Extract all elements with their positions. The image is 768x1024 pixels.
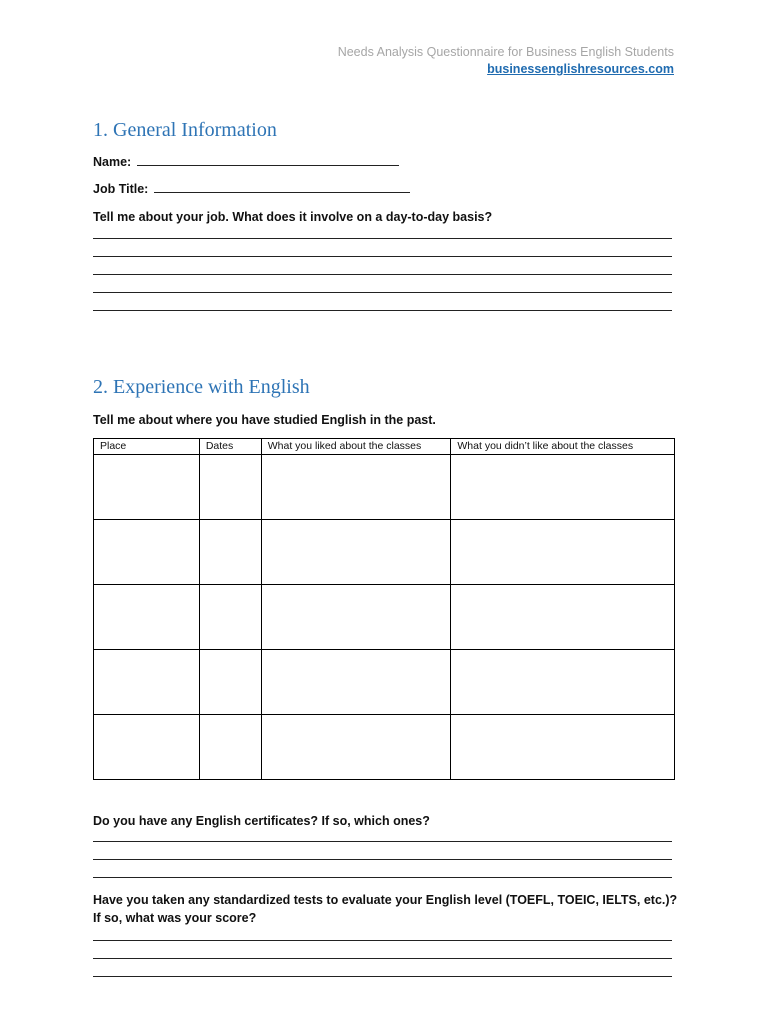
- table-row: [94, 455, 675, 520]
- table-cell[interactable]: [261, 715, 451, 780]
- table-cell[interactable]: [94, 650, 200, 715]
- answer-line[interactable]: [93, 256, 672, 257]
- table-cell[interactable]: [451, 715, 675, 780]
- job-title-field[interactable]: [93, 181, 410, 196]
- answer-line[interactable]: [93, 859, 672, 860]
- document-subtitle: Needs Analysis Questionnaire for Business English Students: [337, 45, 674, 59]
- table-cell[interactable]: [94, 715, 200, 780]
- website-link[interactable]: businessenglishresources.com: [487, 62, 674, 76]
- table-cell[interactable]: [451, 455, 675, 520]
- section-heading-experience-with-english: 2. Experience with English: [93, 376, 310, 398]
- table-row: [94, 650, 675, 715]
- table-cell[interactable]: [451, 585, 675, 650]
- answer-line[interactable]: [93, 877, 672, 878]
- table-cell[interactable]: [261, 585, 451, 650]
- column-header-dates: Dates: [199, 439, 261, 455]
- certificates-prompt: Do you have any English certificates? If so, which ones?: [93, 814, 430, 828]
- table-cell[interactable]: [261, 455, 451, 520]
- table-cell[interactable]: [261, 650, 451, 715]
- name-blank-line[interactable]: [137, 154, 399, 166]
- table-row: [94, 585, 675, 650]
- answer-line[interactable]: [93, 238, 672, 239]
- table-cell[interactable]: [261, 520, 451, 585]
- table-row: [94, 715, 675, 780]
- job-title-blank-line[interactable]: [154, 181, 410, 193]
- answer-line[interactable]: [93, 958, 672, 959]
- table-cell[interactable]: [451, 650, 675, 715]
- name-label: Name:: [93, 155, 132, 169]
- standardized-tests-prompt: Have you taken any standardized tests to evaluate your English level (TOEFL, TOEIC, IELTS, etc.)? If so, what was your score?: [93, 893, 678, 925]
- table-row: [94, 520, 675, 585]
- studied-english-prompt: Tell me about where you have studied English in the past.: [93, 413, 436, 427]
- document-header: [338, 44, 674, 78]
- column-header-disliked: What you didn’t like about the classes: [451, 439, 675, 455]
- section-heading-general-information: 1. General Information: [93, 119, 277, 141]
- table-cell[interactable]: [94, 520, 200, 585]
- column-header-place: Place: [94, 439, 200, 455]
- table-header-row: [94, 439, 675, 455]
- table-cell[interactable]: [199, 715, 261, 780]
- answer-line[interactable]: [93, 976, 672, 977]
- table-cell[interactable]: [199, 520, 261, 585]
- english-history-table: [93, 438, 675, 780]
- table-cell[interactable]: [94, 455, 200, 520]
- job-title-label: Job Title:: [93, 182, 149, 196]
- table-cell[interactable]: [199, 455, 261, 520]
- answer-line[interactable]: [93, 274, 672, 275]
- answer-line[interactable]: [93, 841, 672, 842]
- table-cell[interactable]: [199, 585, 261, 650]
- column-header-liked: What you liked about the classes: [261, 439, 451, 455]
- table-cell[interactable]: [451, 520, 675, 585]
- table-cell[interactable]: [199, 650, 261, 715]
- answer-line[interactable]: [93, 940, 672, 941]
- table-cell[interactable]: [94, 585, 200, 650]
- name-field[interactable]: [93, 154, 399, 169]
- answer-line[interactable]: [93, 292, 672, 293]
- job-description-prompt: Tell me about your job. What does it involve on a day-to-day basis?: [93, 210, 493, 224]
- answer-line[interactable]: [93, 310, 672, 311]
